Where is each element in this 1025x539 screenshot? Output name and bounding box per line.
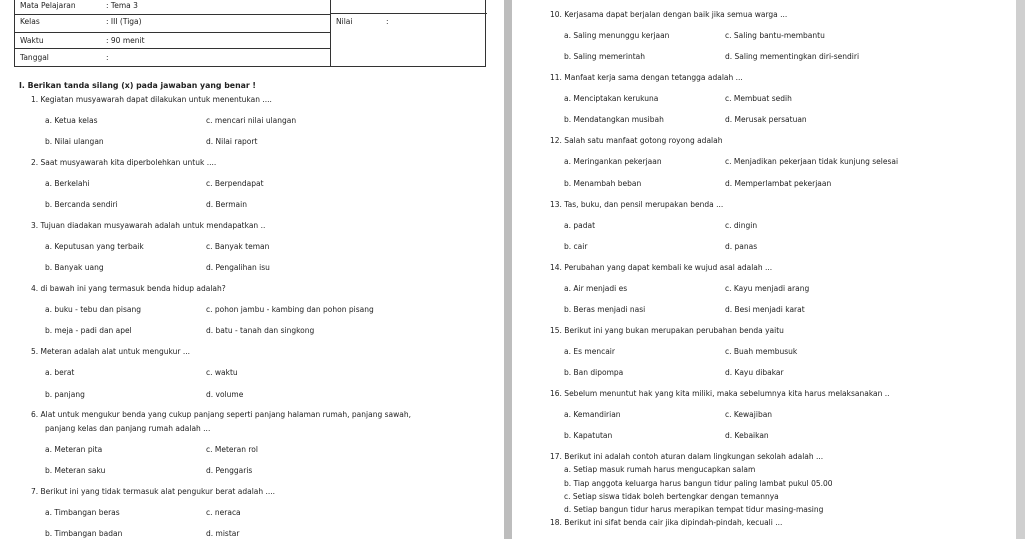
section-title: I. Berikan tanda silang (x) pada jawaban yang benar ! (19, 81, 256, 90)
page-right (512, 0, 1024, 539)
nilai-colon: : (386, 17, 389, 26)
option-2c[interactable]: c. Berpendapat (206, 179, 264, 188)
header-value: : III (Tiga) (106, 17, 142, 26)
option-12d[interactable]: d. Memperlambat pekerjaan (725, 179, 832, 188)
option-6a[interactable]: a. Meteran pita (45, 445, 103, 454)
question-17: 17. Berikut ini adalah contoh aturan dalam lingkungan sekolah adalah ... (550, 452, 824, 461)
option-5c[interactable]: c. waktu (206, 368, 238, 377)
question-13: 13. Tas, buku, dan pensil merupakan benda ... (550, 200, 724, 209)
option-11d[interactable]: d. Merusak persatuan (725, 115, 807, 124)
option-7b[interactable]: b. Timbangan badan (45, 529, 123, 538)
header-label: Tanggal (20, 53, 49, 62)
option-3d[interactable]: d. Pengalihan isu (206, 263, 270, 272)
option-5d[interactable]: d. volume (206, 390, 244, 399)
question-10: 10. Kerjasama dapat berjalan dengan baik jika semua warga ... (550, 10, 788, 19)
option-4b[interactable]: b. meja - padi dan apel (45, 326, 132, 335)
option-12a[interactable]: a. Meringankan pekerjaan (564, 157, 662, 166)
option-7d[interactable]: d. mistar (206, 529, 240, 538)
option-3b[interactable]: b. Banyak uang (45, 263, 104, 272)
question-7: 7. Berikut ini yang tidak termasuk alat pengukur berat adalah .... (31, 487, 276, 496)
question-15: 15. Berikut ini yang bukan merupakan perubahan benda yaitu (550, 326, 784, 335)
question-14: 14. Perubahan yang dapat kembali ke wujud asal adalah ... (550, 263, 773, 272)
header-value: : (106, 53, 109, 62)
option-2d[interactable]: d. Bermain (206, 200, 247, 209)
header-table (14, 0, 486, 67)
option-14b[interactable]: b. Beras menjadi nasi (564, 305, 646, 314)
option-10a[interactable]: a. Saling menunggu kerjaan (564, 31, 670, 40)
option-11b[interactable]: b. Mendatangkan musibah (564, 115, 664, 124)
question-6: 6. Alat untuk mengukur benda yang cukup panjang seperti panjang halaman rumah, panjang sawah, (31, 410, 411, 419)
option-14a[interactable]: a. Air menjadi es (564, 284, 628, 293)
option-15c[interactable]: c. Buah membusuk (725, 347, 798, 356)
header-label: Mata Pelajaran (20, 1, 76, 10)
option-10c[interactable]: c. Saling bantu-membantu (725, 31, 825, 40)
question-2: 2. Saat musyawarah kita diperbolehkan untuk .... (31, 158, 217, 167)
option-17a[interactable]: a. Setiap masuk rumah harus mengucapkan salam (564, 465, 756, 474)
option-10b[interactable]: b. Saling memerintah (564, 52, 646, 61)
header-label: Kelas (20, 17, 40, 26)
option-14d[interactable]: d. Besi menjadi karat (725, 305, 805, 314)
option-16d[interactable]: d. Kebaikan (725, 431, 769, 440)
header-value: : Tema 3 (106, 1, 138, 10)
option-4d[interactable]: d. batu - tanah dan singkong (206, 326, 315, 335)
option-7a[interactable]: a. Timbangan beras (45, 508, 120, 517)
option-11a[interactable]: a. Menciptakan kerukuna (564, 94, 659, 103)
question-1: 1. Kegiatan musyawarah dapat dilakukan untuk menentukan .... (31, 95, 272, 104)
option-15d[interactable]: d. Kayu dibakar (725, 368, 784, 377)
option-4a[interactable]: a. buku - tebu dan pisang (45, 305, 142, 314)
header-row-class (15, 14, 330, 32)
option-16c[interactable]: c. Kewajiban (725, 410, 773, 419)
option-3a[interactable]: a. Keputusan yang terbaik (45, 242, 144, 251)
page-left (0, 0, 504, 539)
option-6b[interactable]: b. Meteran saku (45, 466, 106, 475)
option-1a[interactable]: a. Ketua kelas (45, 116, 98, 125)
question-11: 11. Manfaat kerja sama dengan tetangga adalah ... (550, 73, 743, 82)
question-18: 18. Berikut ini sifat benda cair jika dipindah-pindah, kecuali ... (550, 518, 783, 527)
question-3: 3. Tujuan diadakan musyawarah adalah untuk mendapatkan .. (31, 221, 266, 230)
option-17b[interactable]: b. Tiap anggota keluarga harus bangun tidur paling lambat pukul 05.00 (564, 479, 833, 488)
option-16b[interactable]: b. Kapatutan (564, 431, 613, 440)
nilai-label: Nilai (336, 17, 353, 26)
option-12b[interactable]: b. Menambah beban (564, 179, 642, 188)
header-value: : 90 menit (106, 36, 145, 45)
question-12: 12. Salah satu manfaat gotong royong adalah (550, 136, 723, 145)
option-5a[interactable]: a. berat (45, 368, 75, 377)
option-15b[interactable]: b. Ban dipompa (564, 368, 624, 377)
option-17d[interactable]: d. Setiap bangun tidur harus merapikan tempat tidur masing-masing (564, 505, 824, 514)
option-13d[interactable]: d. panas (725, 242, 758, 251)
option-17c[interactable]: c. Setiap siswa tidak boleh bertengkar dengan temannya (564, 492, 779, 501)
option-2a[interactable]: a. Berkelahi (45, 179, 90, 188)
option-7c[interactable]: c. neraca (206, 508, 241, 517)
option-13a[interactable]: a. padat (564, 221, 596, 230)
option-13b[interactable]: b. cair (564, 242, 588, 251)
option-15a[interactable]: a. Es mencair (564, 347, 615, 356)
option-6c[interactable]: c. Meteran rol (206, 445, 258, 454)
option-1d[interactable]: d. Nilai raport (206, 137, 258, 146)
option-11c[interactable]: c. Membuat sedih (725, 94, 792, 103)
option-3c[interactable]: c. Banyak teman (206, 242, 270, 251)
header-label: Waktu (20, 36, 44, 45)
option-1c[interactable]: c. mencari nilai ulangan (206, 116, 297, 125)
option-12c[interactable]: c. Menjadikan pekerjaan tidak kunjung selesai (725, 157, 899, 166)
option-13c[interactable]: c. dingin (725, 221, 758, 230)
option-10d[interactable]: d. Saling mementingkan diri-sendiri (725, 52, 860, 61)
question-6-line2: panjang kelas dan panjang rumah adalah ... (45, 424, 211, 433)
question-16: 16. Sebelum menuntut hak yang kita miliki, maka sebelumnya kita harus melaksanakan .. (550, 389, 890, 398)
header-row-date (15, 50, 330, 68)
option-4c[interactable]: c. pohon jambu - kambing dan pohon pisang (206, 305, 374, 314)
option-14c[interactable]: c. Kayu menjadi arang (725, 284, 810, 293)
option-5b[interactable]: b. panjang (45, 390, 85, 399)
option-16a[interactable]: a. Kemandirian (564, 410, 621, 419)
question-5: 5. Meteran adalah alat untuk mengukur ... (31, 347, 190, 356)
option-1b[interactable]: b. Nilai ulangan (45, 137, 104, 146)
question-4: 4. di bawah ini yang termasuk benda hidup adalah? (31, 284, 226, 293)
option-2b[interactable]: b. Bercanda sendiri (45, 200, 118, 209)
option-6d[interactable]: d. Penggaris (206, 466, 253, 475)
